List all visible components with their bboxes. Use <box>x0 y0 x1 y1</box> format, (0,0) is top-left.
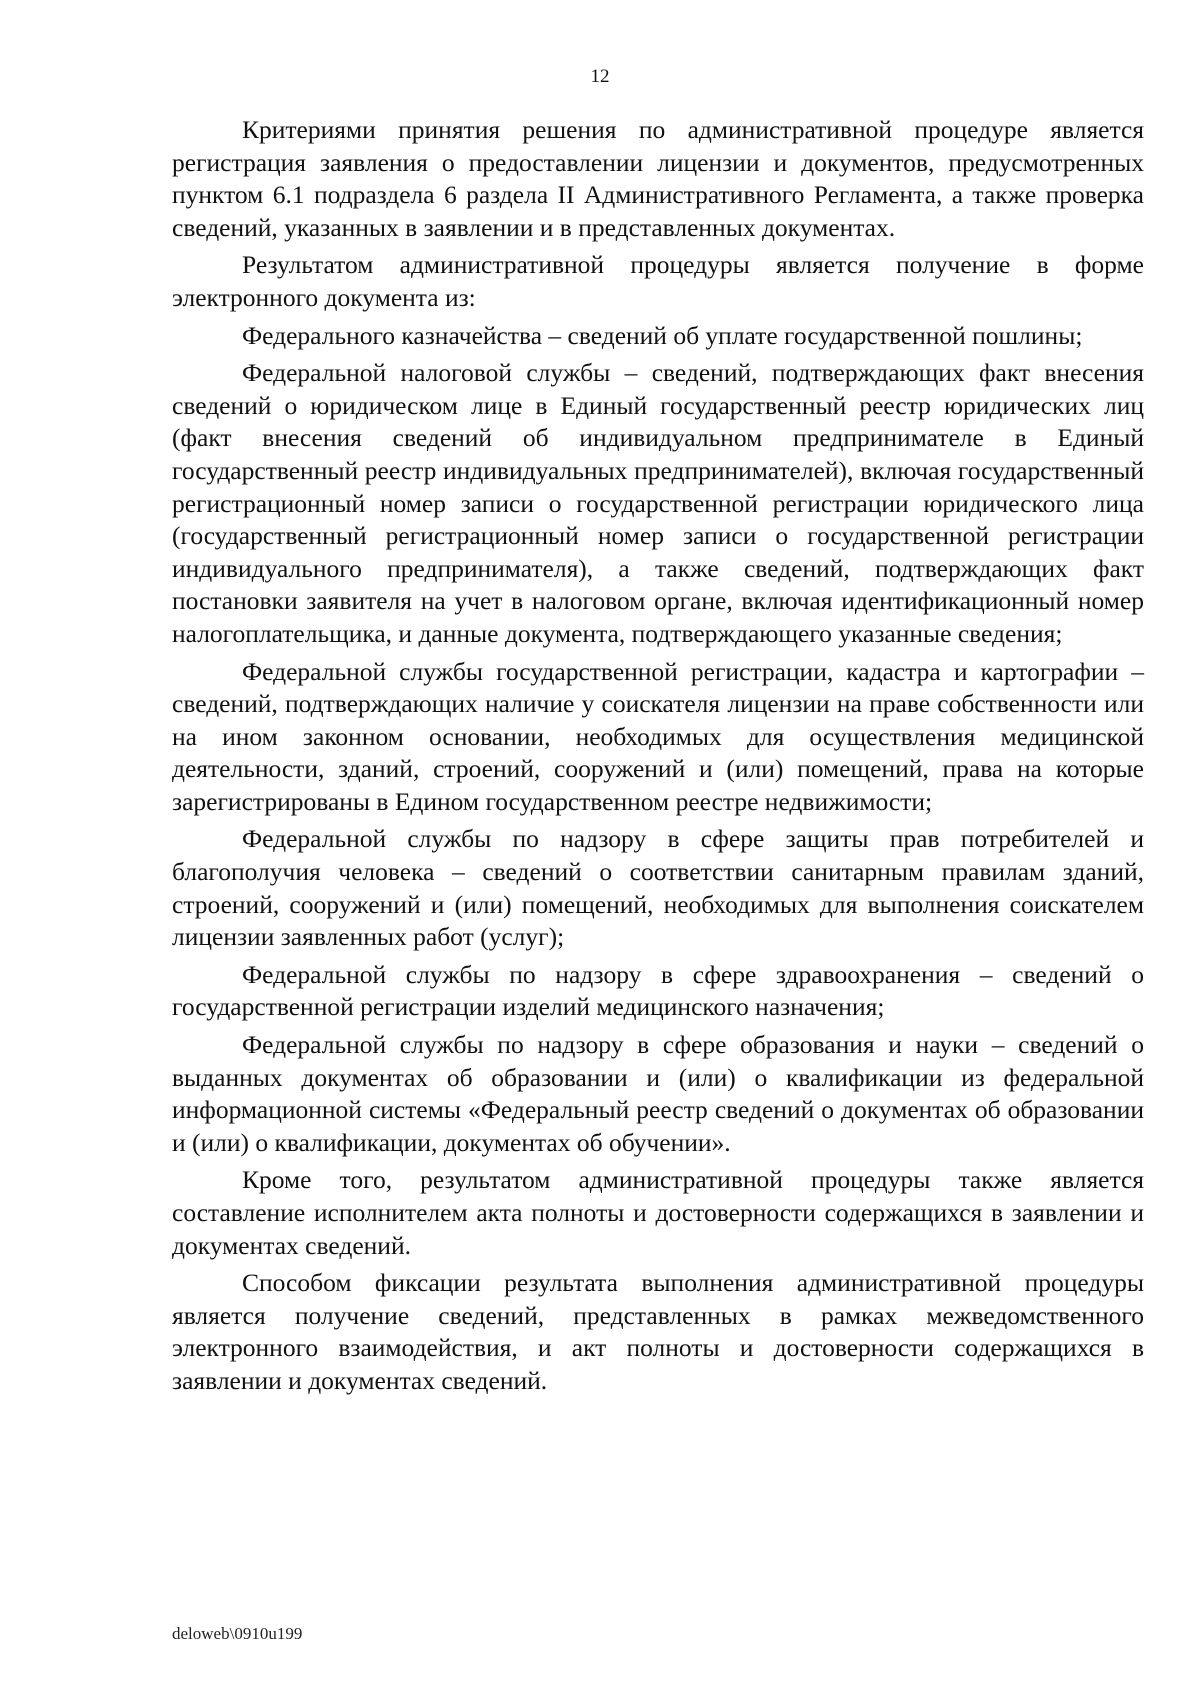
paragraph-procedure-result: Результатом административной процедуры является получение в форме электронного документа из: <box>172 250 1144 312</box>
paragraph-completeness-act: Кроме того, результатом административной процедуры также является составление исполнителем акта полноты и достоверности содержащихся в заявлении и документах сведений. <box>172 1165 1144 1260</box>
paragraph-education-supervision: Федеральной службы по надзору в сфере образования и науки – сведений о выданных документах об образовании и (или) о квалификации из федеральной информационной системы «Федеральный реестр сведений о документах об образовании и (или) о квалификации, документах об обучении». <box>172 1030 1144 1157</box>
document-body <box>172 114 1144 1403</box>
paragraph-fixation-method: Способом фиксации результата выполнения административной процедуры является получение сведений, представленных в рамках межведомственного электронного взаимодействия, и акт полноты и достоверности содержащихся в заявлении и документах сведений. <box>172 1268 1144 1395</box>
paragraph-decision-criteria: Критериями принятия решения по административной процедуре является регистрация заявления о предоставлении лицензии и документов, предусмотренных пунктом 6.1 подраздела 6 раздела II Административного Регламента, а также проверка сведений, указанных в заявлении и в представленных документах. <box>172 115 1144 242</box>
paragraph-treasury: Федерального казначейства – сведений об уплате государственной пошлины; <box>242 320 1083 350</box>
page-number: 12 <box>590 66 610 87</box>
paragraph-healthcare-supervision: Федеральной службы по надзору в сфере здравоохранения – сведений о государственной регистрации изделий медицинского назначения; <box>172 959 1144 1022</box>
paragraph-tax-service: Федеральной налоговой службы – сведений, подтверждающих факт внесения сведений о юридическом лице в Единый государственный реестр юридических лиц (факт внесения сведений об индивидуальном предпринимателе в Единый государственный реестр индивидуальных предпринимателей), включая государственный регистрационный номер записи о государственной регистрации юридического лица (государственный регистрационный номер записи о государственной регистрации индивидуального предпринимателя), а также сведений, подтверждающих факт постановки заявителя на учет в налоговом органе, включая идентификационный номер налогоплательщика, и данные документа, подтверждающего указанные сведения; <box>172 358 1144 648</box>
footer-document-code: deloweb\0910u199 <box>172 1624 303 1643</box>
paragraph-consumer-protection: Федеральной службы по надзору в сфере защиты прав потребителей и благополучия человека – сведений о соответствии санитарным правилам зданий, строений, сооружений и (или) помещений, необходимых для выполнения соискателем лицензии заявленных работ (услуг); <box>172 824 1144 952</box>
paragraph-registry-service: Федеральной службы государственной регистрации, кадастра и картографии – сведений, подтверждающих наличие у соискателя лицензии на праве собственности или на ином законном основании, необходимых для осуществления медицинской деятельности, зданий, строений, сооружений и (или) помещений, права на которые зарегистрированы в Едином государственном реестре недвижимости; <box>172 656 1144 816</box>
